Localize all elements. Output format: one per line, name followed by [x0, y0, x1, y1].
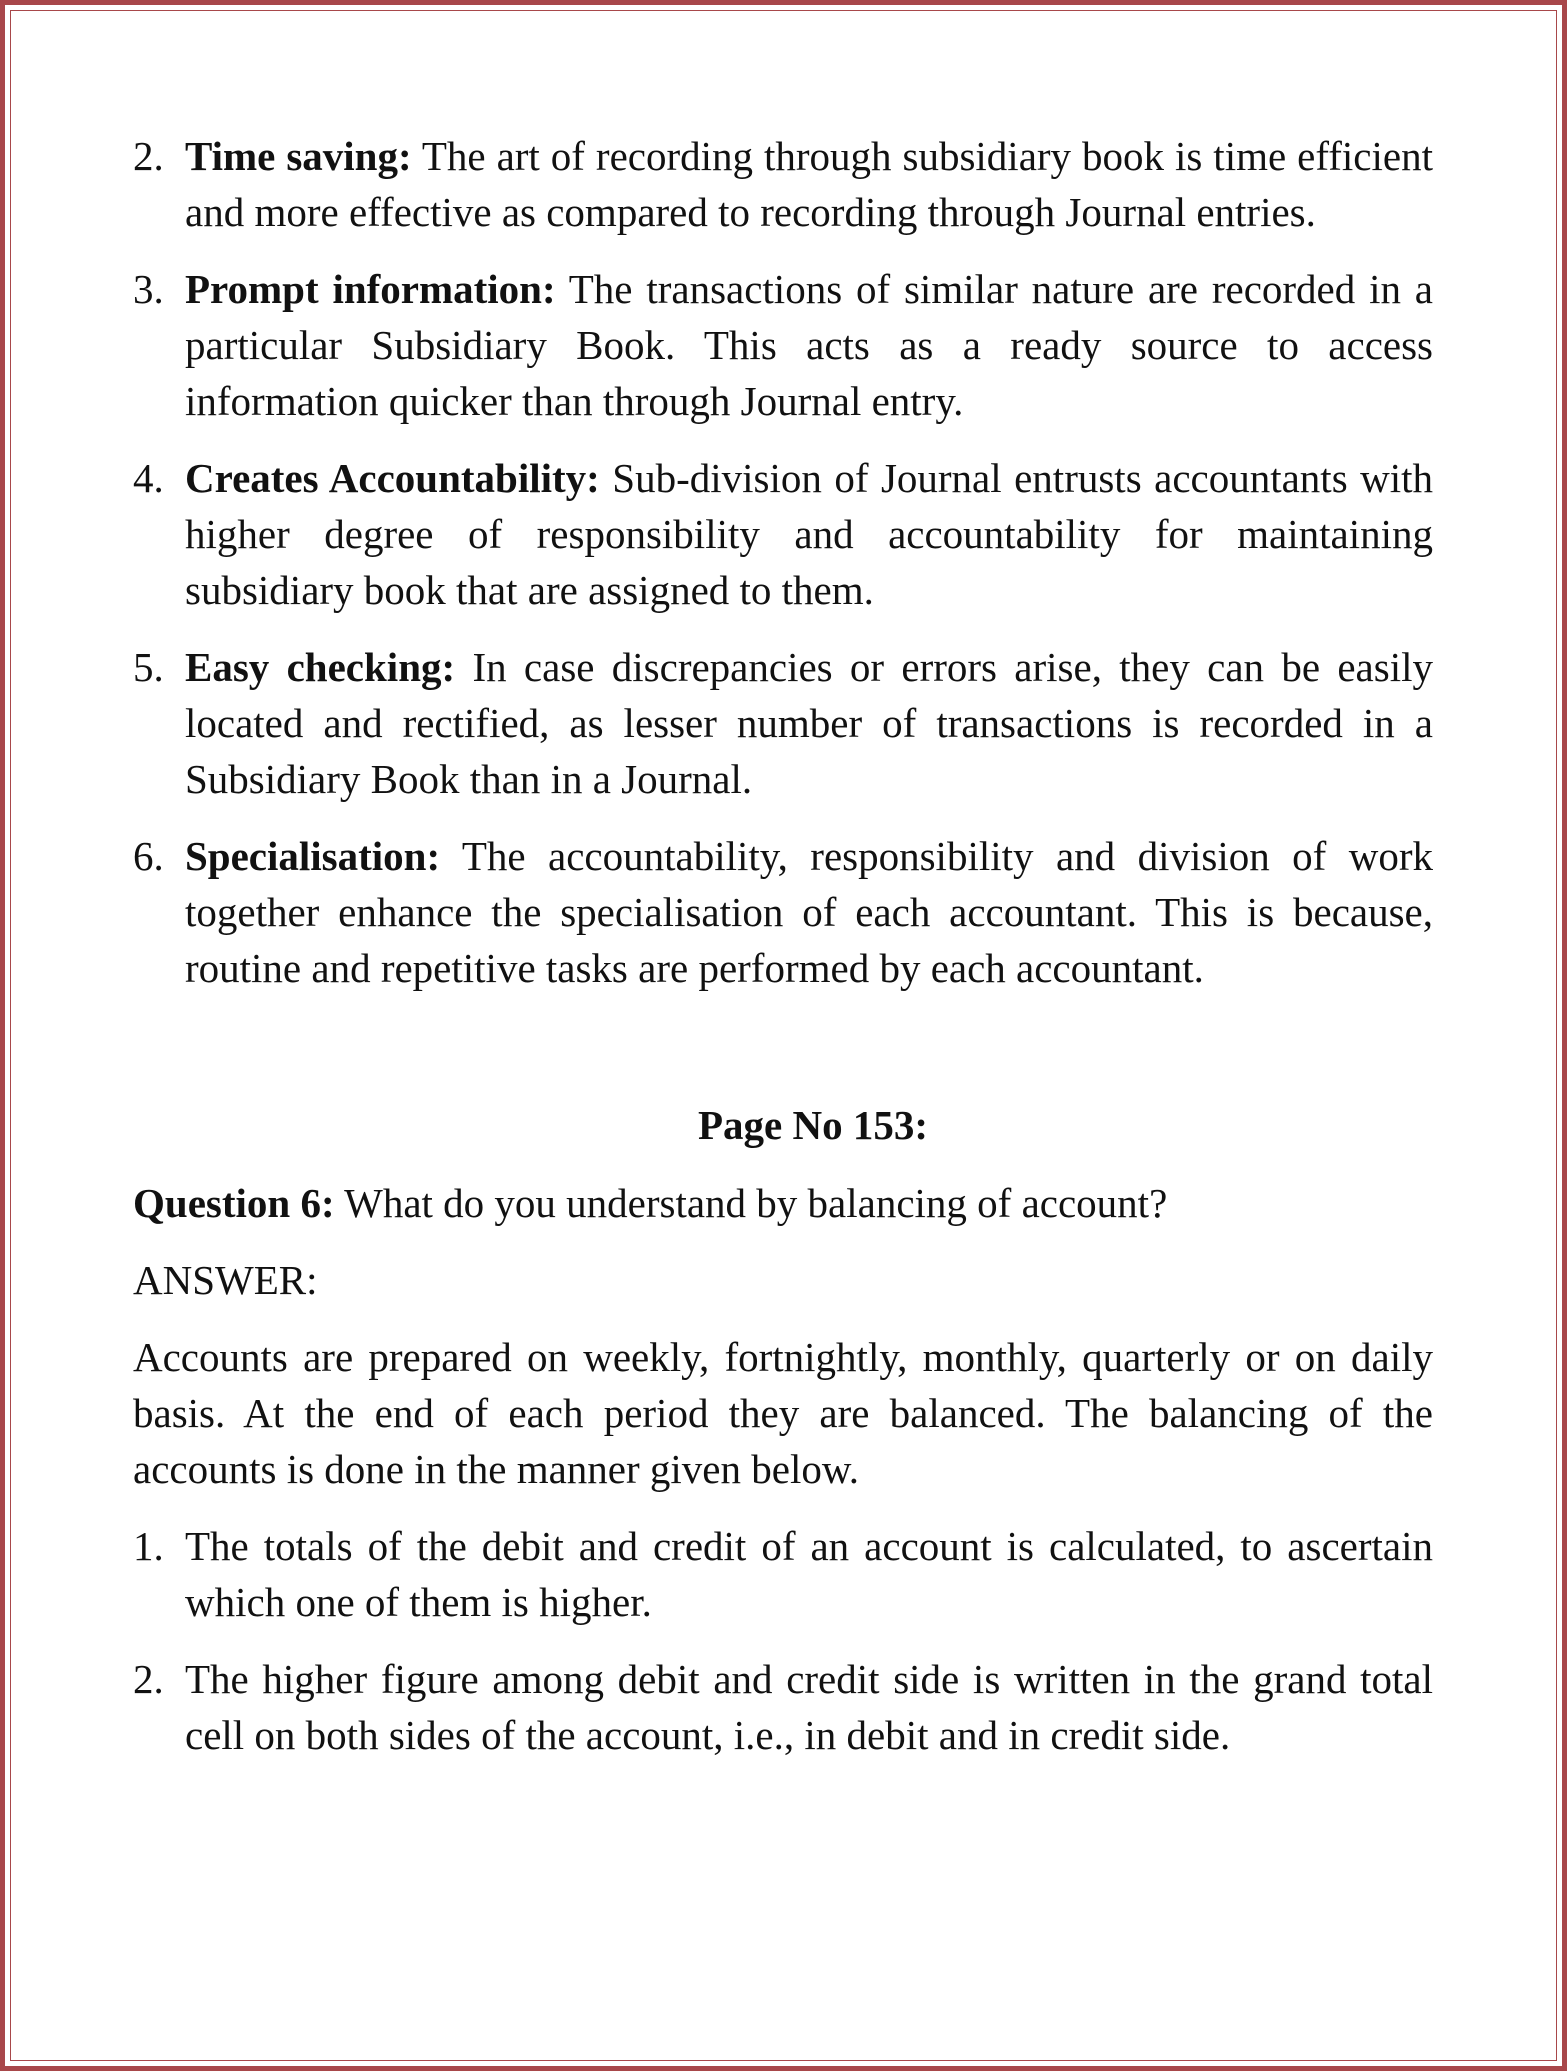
item-heading: Specialisation: [185, 833, 441, 879]
item-text: The transactions of similar nature are recorded in a particular Subsidiary Book. This acts as a ready source to access information quicker than through Journal entry. [185, 266, 1434, 424]
list-number: 5. [133, 644, 164, 690]
item-text: The accountability, responsibility and division of work together enhance the specialisation of each accountant. This is because, routine and repetitive tasks are performed by each accountant. [185, 833, 1433, 991]
item-heading: Creates Accountability: [185, 455, 600, 501]
list-item-specialisation [133, 828, 1433, 996]
item-heading: Easy checking: [185, 644, 456, 690]
list-number: 2. [133, 1656, 164, 1702]
list-item-step-2 [133, 1651, 1433, 1763]
item-heading: Time saving: [185, 133, 412, 179]
list-number: 4. [133, 455, 164, 501]
list-item-prompt-information [133, 261, 1433, 429]
question-text: What do you understand by balancing of account? [334, 1180, 1168, 1226]
list-number: 3. [133, 266, 164, 312]
item-heading: Prompt information: [185, 266, 556, 312]
question [133, 1175, 1433, 1231]
list-item-time-saving [133, 128, 1433, 240]
item-text: In case discrepancies or errors arise, they can be easily located and rectified, as lesser number of transactions is recorded in a Subsidiary Book than in a Journal. [185, 644, 1433, 802]
answer-paragraph: Accounts are prepared on weekly, fortnightly, monthly, quarterly or on daily basis. At the end of each period they are balanced. The balancing of the accounts is done in the manner given below. [133, 1334, 1433, 1492]
list-number: 1. [133, 1523, 164, 1569]
item-text: The higher figure among debit and credit side is written in the grand total cell on both sides of the account, i.e., in debit and in credit side. [185, 1656, 1433, 1758]
item-text: The totals of the debit and credit of an account is calculated, to ascertain which one of them is higher. [185, 1523, 1433, 1625]
advantages-list [133, 128, 1433, 996]
list-number: 2. [133, 133, 164, 179]
list-item-step-1 [133, 1518, 1433, 1630]
question-label: Question 6: [133, 1180, 335, 1226]
item-text: The art of recording through subsidiary book is time efficient and more effective as compared to recording through Journal entries. [185, 133, 1433, 235]
list-item-creates-accountability [133, 450, 1433, 618]
balancing-steps-list [133, 1518, 1433, 1763]
item-text: Sub-division of Journal entrusts accountants with higher degree of responsibility and accountability for maintaining subsidiary book that are assigned to them. [185, 455, 1434, 613]
document-content [133, 128, 1433, 1763]
list-item-easy-checking [133, 639, 1433, 807]
list-number: 6. [133, 833, 164, 879]
answer-label: ANSWER: [133, 1257, 318, 1303]
page-number-heading: Page No 153: [697, 1102, 928, 1148]
